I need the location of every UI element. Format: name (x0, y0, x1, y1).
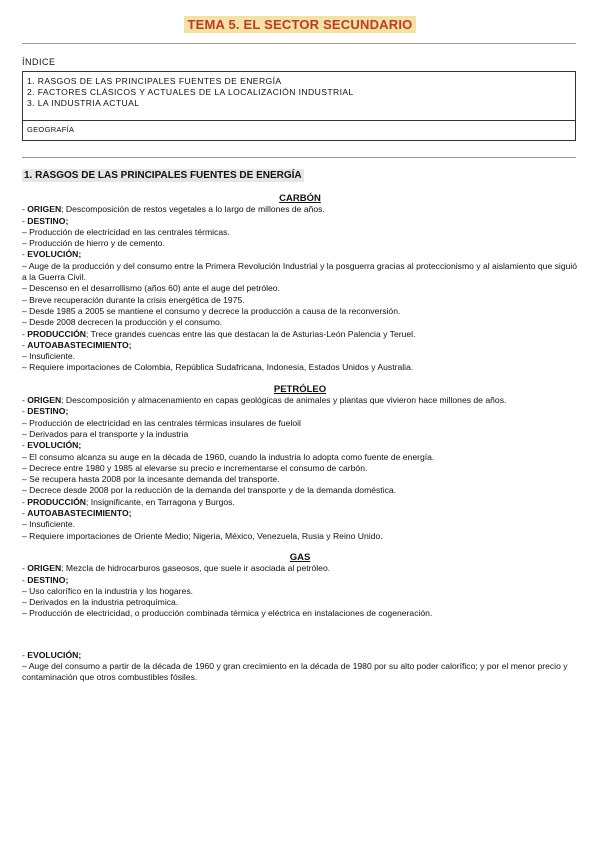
evolucion-label: EVOLUCIÓN (27, 649, 79, 660)
index-separator (23, 120, 575, 121)
bullet: – Insuficiente. (22, 351, 76, 362)
produccion-text: ; Trece grandes cuencas entre las que destacan la de Asturias-León Palencia y Teruel. (85, 328, 416, 339)
bullet: – Se recupera hasta 2008 por la incesante demanda del transporte. (22, 474, 280, 485)
produccion-text: ; Insignificante, en Tarragona y Burgos. (85, 496, 235, 507)
destino-label: DESTINO (27, 574, 66, 585)
index-item: 1. RASGOS DE LAS PRINCIPALES FUENTES DE ENERGÍA (27, 76, 282, 86)
origen-text: ; Descomposición y almacenamiento en capas geológicas de animales y plantas que vivieron hace millones de años. (61, 395, 507, 406)
evolucion-line: - EVOLUCIÓN; (22, 249, 82, 260)
origen-line: - ORIGEN; Descomposición de restos vegetales a lo largo de millones de años. (22, 204, 325, 215)
subsection-title-gas: GAS (289, 551, 311, 563)
destino-line: - DESTINO; (22, 406, 69, 417)
bullet: – Desde 2008 decrecen la producción y el consumo. (22, 317, 223, 328)
section-content (22, 193, 578, 684)
destino-line: - DESTINO; (22, 215, 69, 226)
evolucion-label: EVOLUCIÓN (27, 249, 79, 260)
auto-line: - AUTOABASTECIMIENTO; (22, 508, 132, 519)
origen-line: - ORIGEN; Descomposición y almacenamiento en capas geológicas de animales y plantas que vivieron hace millones de años. (22, 395, 507, 406)
bullet: – Auge de la producción y del consumo entre la Primera Revolución Industrial y la posguerra gracias al proteccionismo y al aislamiento que siguió a la Guerra Civil. (22, 260, 578, 283)
evolucion-line: - EVOLUCIÓN; (22, 440, 82, 451)
bullet: – Producción de electricidad en las centrales térmicas. (22, 226, 230, 237)
produccion-line: - PRODUCCIÓN; Insignificante, en Tarragona y Burgos. (22, 496, 235, 507)
destino-label: DESTINO (27, 406, 66, 417)
index-label: ÍNDICE (22, 57, 56, 67)
bullet: – Requiere importaciones de Colombia, República Sudafricana, Indonesia, Estados Unidos y Australia. (22, 362, 414, 373)
origen-label: ORIGEN (27, 563, 62, 574)
bullet: – Producción de electricidad en las centrales térmicas insulares de fueloil (22, 417, 301, 428)
bullet: – Uso calorífico en la industria y los hogares. (22, 585, 194, 596)
bullet: – Auge del consumo a partir de la década de 1960 y gran crecimiento en la década de 1980 por su alto poder calorífico; y por el menor precio y contaminación que otros combustibles fósiles. (22, 660, 568, 683)
subsection-title-carbon: CARBÓN (279, 193, 321, 204)
produccion-label: PRODUCCIÓN (27, 496, 86, 507)
bullet: – El consumo alcanza su auge en la década de 1960, cuando la industria lo adopta como fuente de energía. (22, 451, 435, 462)
bullet: – Derivados en la industria petroquímica. (22, 597, 179, 608)
bullet: – Derivados para el transporte y la industria (22, 428, 189, 439)
destino-line: - DESTINO; (22, 574, 69, 585)
bullet: – Decrece desde 2008 por la reducción de la demanda del transporte y de la demanda doméstica. (22, 485, 397, 496)
auto-line: - AUTOABASTECIMIENTO; (22, 339, 132, 350)
index-item: 2. FACTORES CLÁSICOS Y ACTUALES DE LA LOCALIZACIÓN INDUSTRIAL (27, 87, 354, 97)
section-heading: 1. RASGOS DE LAS PRINCIPALES FUENTES DE ENERGÍA (24, 170, 302, 181)
origen-label: ORIGEN (27, 204, 62, 215)
bullet: – Descenso en el desarrollismo (años 60) ante el auge del petróleo. (22, 283, 280, 294)
evolucion-line: - EVOLUCIÓN; (22, 649, 82, 660)
produccion-line: - PRODUCCIÓN; Trece grandes cuencas entre las que destacan la de Asturias-León Palencia y Teruel. (22, 328, 416, 339)
divider (22, 43, 576, 44)
bullet: – Breve recuperación durante la crisis energética de 1975. (22, 294, 245, 305)
bullet: – Producción de electricidad, o producción combinada térmica y eléctrica en instalaciones de cogeneración. (22, 608, 433, 619)
index-items (27, 76, 354, 109)
bullet: – Insuficiente. (22, 519, 76, 530)
bullet: – Decrece entre 1980 y 1985 al elevarse su precio e incrementarse el consumo de carbón. (22, 462, 368, 473)
origen-line: - ORIGEN; Mezcla de hidrocarburos gaseosos, que suele ir asociada al petróleo. (22, 563, 331, 574)
page-title: TEMA 5. EL SECTOR SECUNDARIO (184, 16, 417, 33)
subsection-title-petroleo: PETRÓLEO (273, 383, 327, 395)
origen-text: ; Descomposición de restos vegetales a lo largo de millones de años. (61, 204, 325, 215)
subject-label: GEOGRAFÍA (27, 125, 75, 134)
divider (22, 157, 576, 158)
bullet: – Desde 1985 a 2005 se mantiene el consumo y decrece la producción a causa de la reconversión. (22, 305, 401, 316)
origen-text: ; Mezcla de hidrocarburos gaseosos, que suele ir asociada al petróleo. (61, 563, 331, 574)
destino-label: DESTINO (27, 215, 66, 226)
evolucion-label: EVOLUCIÓN (27, 440, 79, 451)
index-box (22, 71, 576, 141)
bullet: – Producción de hierro y de cemento. (22, 238, 165, 249)
origen-label: ORIGEN (27, 395, 62, 406)
auto-label: AUTOABASTECIMIENTO (27, 508, 129, 519)
produccion-label: PRODUCCIÓN (27, 328, 86, 339)
auto-label: AUTOABASTECIMIENTO (27, 339, 129, 350)
title-wrap (0, 16, 600, 34)
bullet: – Requiere importaciones de Oriente Medio; Nigeria, México, Venezuela, Rusia y Reino Unido. (22, 530, 383, 541)
index-item: 3. LA INDUSTRIA ACTUAL (27, 98, 140, 108)
